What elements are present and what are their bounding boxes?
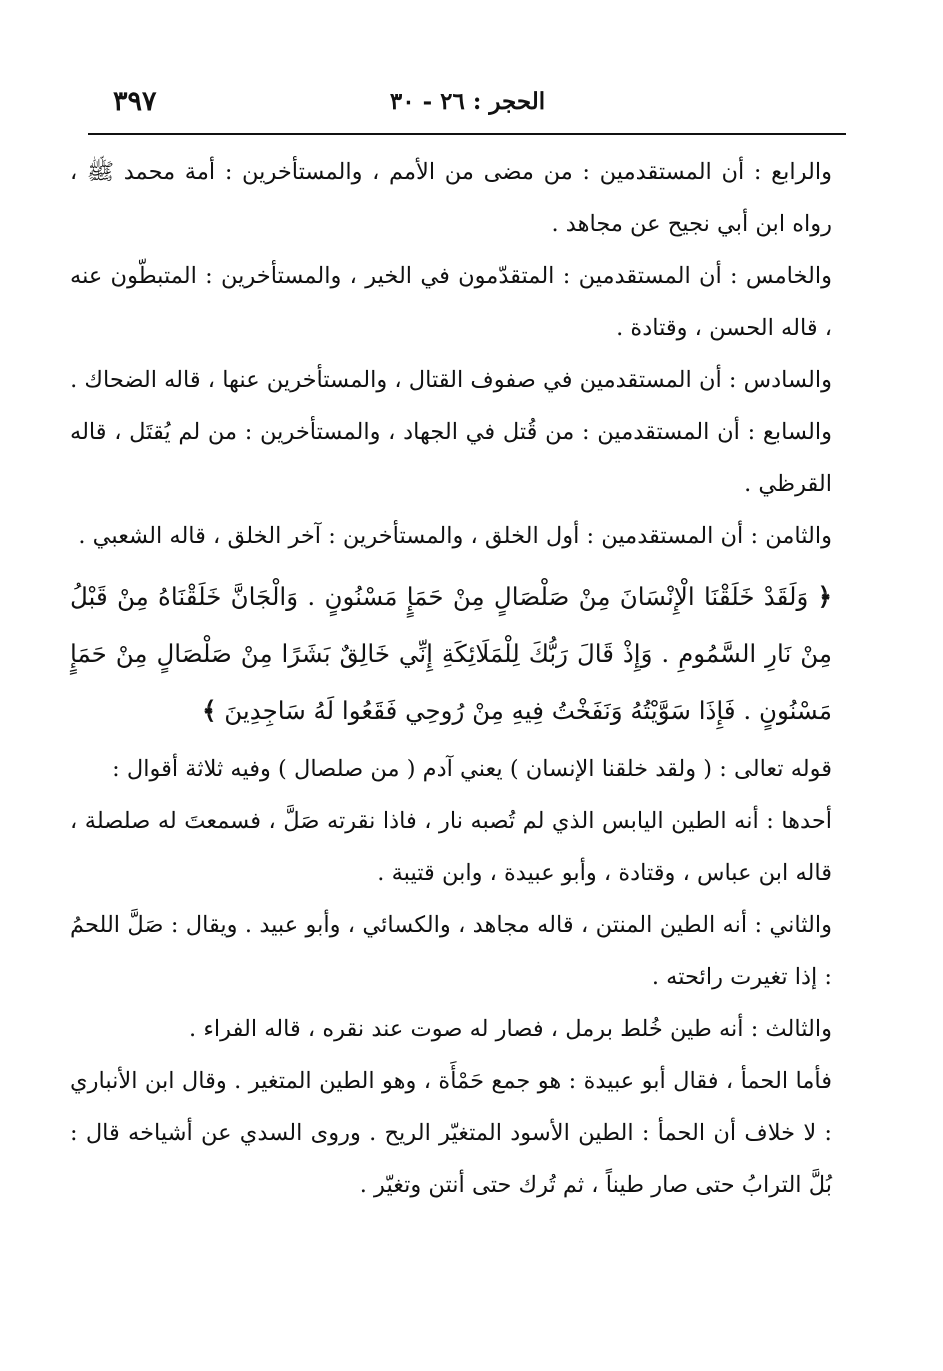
paragraph-fourth-opinion: والرابع : أن المستقدمين : من مضى من الأمم ، والمستأخرين : أمة محمد ﷺ ، رواه ابن أبي نجيح عن مجاهد . bbox=[70, 159, 832, 237]
paragraph-seventh-opinion: والسابع : أن المستقدمين : من قُتل في الجهاد ، والمستأخرين : من لم يُقتَل ، قاله القرظي . bbox=[70, 419, 832, 497]
commentary-first-saying: أحدها : أنه الطين اليابس الذي لم تُصبه نار ، فاذا نقرته صَلَّ ، فسمعتَ له صلصلة ، قاله ابن عباس ، وقتادة ، وأبو عبيدة ، وابن قتيبة . bbox=[70, 808, 832, 886]
paragraph-sixth-opinion: والسادس : أن المستقدمين في صفوف القتال ، والمستأخرين عنها ، قاله الضحاك . bbox=[70, 367, 832, 393]
commentary-intro: قوله تعالى : ( ولقد خلقنا الإنسان ) يعني آدم ( من صلصال ) وفيه ثلاثة أقوال : bbox=[112, 756, 832, 782]
page-body bbox=[70, 146, 832, 1211]
quran-verses bbox=[70, 568, 832, 739]
page-header bbox=[95, 78, 840, 128]
commentary-hama-definition: فأما الحمأ ، فقال أبو عبيدة : هو جمع حَمْأَة ، وهو الطين المتغير . وقال ابن الأنباري : لا خلاف أن الحمأ : الطين الأسود المتغيّر الريح . وروى السدي عن أشياخه قال : بُلَّ الترابُ حتى صار طيناً ، ثم تُرك حتى أنتن وتغيّر . bbox=[70, 1068, 832, 1198]
paragraph-eighth-opinion: والثامن : أن المستقدمين : أول الخلق ، والمستأخرين : آخر الخلق ، قاله الشعبي . bbox=[78, 523, 832, 549]
quran-text: وَلَقَدْ خَلَقْنَا الْإِنْسَانَ مِنْ صَلْصَالٍ مِنْ حَمَإٍ مَسْنُونٍ . وَالْجَانَّ خَلَقْنَاهُ مِنْ قَبْلُ مِنْ نَارِ السَّمُومِ . وَإِذْ قَالَ رَبُّكَ لِلْمَلَائِكَةِ إِنِّي خَالِقٌ بَشَرًا مِنْ صَلْصَالٍ مِنْ حَمَإٍ مَسْنُونٍ . فَإِذَا سَوَّيْتُهُ وَنَفَخْتُ فِيهِ مِنْ رُوحِي فَقَعُوا لَهُ سَاجِدِينَ bbox=[70, 582, 832, 725]
header-rule bbox=[88, 133, 846, 135]
paragraph-fifth-opinion: والخامس : أن المستقدمين : المتقدّمون في الخير ، والمستأخرين : المتبطّون عنه ، قاله الحسن ، وقتادة . bbox=[70, 263, 832, 341]
commentary-second-saying: والثاني : أنه الطين المنتن ، قاله مجاهد ، والكسائي ، وأبو عبيد . ويقال : صَلَّ اللحمُ : إذا تغيرت رائحته . bbox=[70, 912, 832, 990]
commentary-third-saying: والثالث : أنه طين خُلط برمل ، فصار له صوت عند نقره ، قاله الفراء . bbox=[189, 1016, 832, 1042]
quran-open-bracket: ﴿ bbox=[817, 582, 832, 611]
page-number: ٣٩٧ bbox=[113, 86, 157, 117]
running-title: الحجر : ٢٦ - ٣٠ bbox=[389, 88, 546, 115]
quran-close-bracket: ﴾ bbox=[202, 696, 217, 725]
